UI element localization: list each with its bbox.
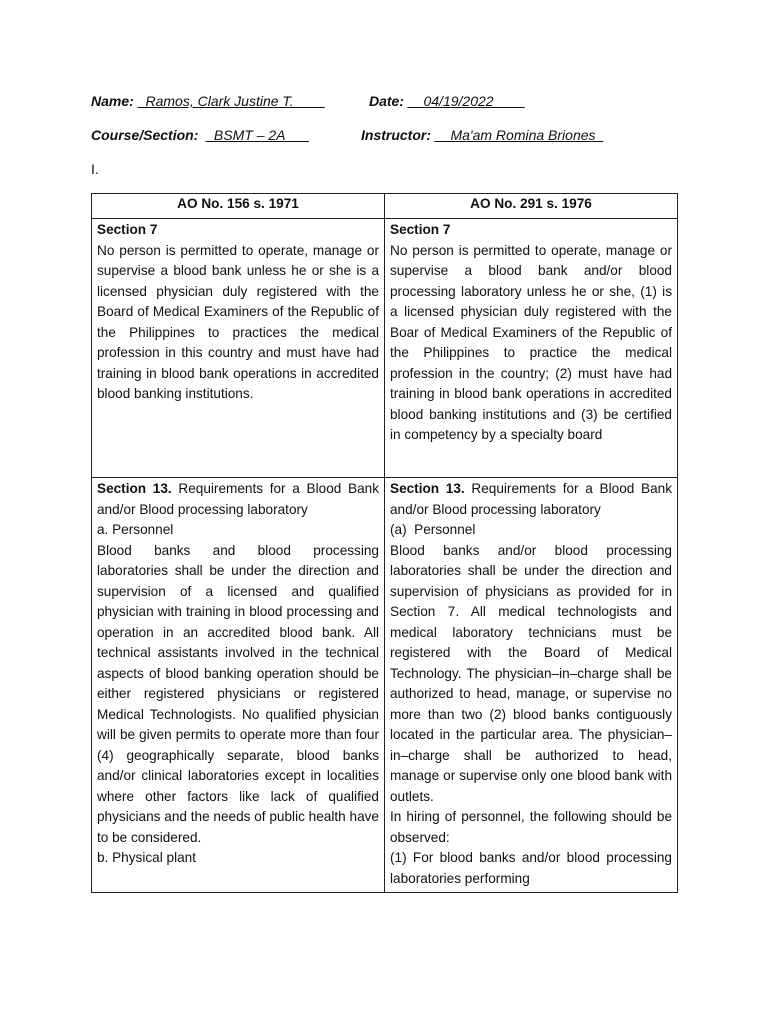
row2-left-title: Section 13.	[97, 481, 172, 496]
row1-left-title: Section 7	[97, 222, 158, 237]
row2-left-heading	[97, 479, 379, 520]
row2-right-item1: (1) For blood banks and/or blood processing laboratories performing	[390, 850, 672, 886]
instructor-field	[361, 127, 603, 143]
course-label: Course/Section:	[91, 127, 199, 143]
name-field	[91, 93, 325, 109]
instructor-label: Instructor:	[361, 127, 431, 143]
row2-left-sub-a: a. Personnel	[97, 522, 174, 537]
row2-left-cell	[92, 478, 385, 893]
row2-left-body: Blood banks and blood processing laboratories shall be under the direction and supervision of a licensed and qualified physician with training in blood processing and operation in an accredited blood bank. All technical assistants involved in the technical aspects of blood banking operation should be either registered physicians or registered Medical Technologists. No qualified physician will be given permits to operate more than four (4) geographically separate, blood banks and/or clinical laboratories except in localities where other factors like lack of qualified physicians and the needs of public health have to be considered.	[97, 542, 379, 845]
row1-right-body: No person is permitted to operate, manage or supervise a blood bank and/or blood processing laboratory unless he or she, (1) is a licensed physician duly registered with the Boar of Medical Examiners of the Republic of the Philippines to practice the medical profession in the country; (2) must have had training in blood bank operations in accredited blood banking institutions and (3) be certified in competency by a specialty board	[390, 242, 672, 442]
row2-right-sub-a: (a) Personnel	[390, 522, 476, 537]
comparison-table	[91, 193, 678, 893]
row2-right-title: Section 13.	[390, 481, 465, 496]
row2-right-cell	[385, 478, 678, 893]
col1-header: AO No. 156 s. 1971	[92, 194, 385, 219]
table-row	[92, 478, 678, 893]
course-value: _BSMT – 2A___	[206, 127, 309, 143]
table-row	[92, 219, 678, 478]
row2-right-body: Blood banks and/or blood processing laboratories shall be under the direction and supervision of physicians as provided for in Section 7. All medical technologists and medical laboratory technicians must be registered with the Board of Medical Technology. The physician–in–charge shall be authorized to head, manage, or supervise no more than two (2) blood banks contiguously located in the particular area. The physician–in–charge shall be authorized to head, manage or supervise only one blood bank with outlets.	[390, 542, 672, 804]
section-number: I.	[91, 161, 99, 177]
row2-left-sub-b: b. Physical plant	[97, 850, 196, 865]
row1-left-body: No person is permitted to operate, manage or supervise a blood bank unless he or she is a licensed physician duly registered with the Board of Medical Examiners of the Republic of the Philippines to practices the medical profession in this country and must have had training in blood bank operations in accredited blood banking institutions.	[97, 242, 379, 401]
row2-right-hiring: In hiring of personnel, the following should be observed:	[390, 809, 672, 845]
course-field	[91, 127, 309, 143]
row2-right-heading	[390, 479, 672, 520]
row2-right-title-rest: Requirements for a Blood Bank and/or Blood processing laboratory	[390, 481, 672, 517]
row2-left-title-rest: Requirements for a Blood Bank and/or Blood processing laboratory	[97, 481, 379, 517]
date-value: __04/19/2022____	[407, 93, 525, 109]
col2-header: AO No. 291 s. 1976	[385, 194, 678, 219]
date-label: Date:	[369, 93, 405, 109]
name-label: Name:	[91, 93, 134, 109]
date-field	[369, 93, 525, 109]
row1-right-cell	[385, 219, 678, 478]
name-value: _Ramos, Clark Justine T.____	[137, 93, 325, 109]
row1-right-title: Section 7	[390, 222, 451, 237]
instructor-value: __Ma'am Romina Briones_	[434, 127, 604, 143]
table-header-row	[92, 194, 678, 219]
row1-left-cell	[92, 219, 385, 478]
